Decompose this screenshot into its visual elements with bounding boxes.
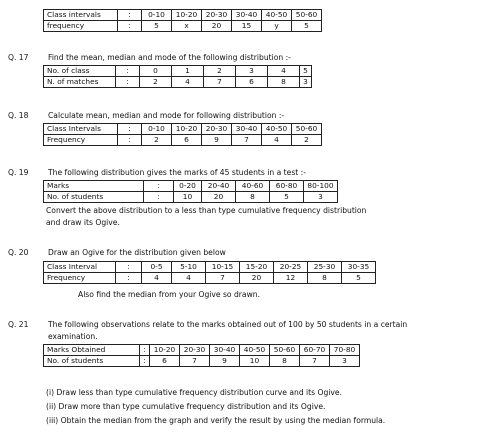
table-cell: 20 xyxy=(202,192,236,203)
row-colon: : xyxy=(118,135,142,146)
row-label: Frequency xyxy=(44,273,116,284)
table-cell: 1 xyxy=(172,66,204,77)
table-cell: 30-35 xyxy=(342,262,376,273)
table-cell: 0 xyxy=(140,66,172,77)
table-cell: 2 xyxy=(204,66,236,77)
table-row xyxy=(44,10,322,21)
question-20-instruction: Also find the median from your Ogive so drawn. xyxy=(78,290,261,299)
row-label: No. of students xyxy=(44,192,144,203)
table-q18 xyxy=(43,123,322,146)
row-label: Marks xyxy=(44,181,144,192)
table-cell: 4 xyxy=(172,77,204,88)
row-label: Class Interval xyxy=(44,262,116,273)
table-row xyxy=(44,273,376,284)
table-row xyxy=(44,262,376,273)
question-21-item-3: (iii) Obtain the median from the graph and verify the result by using the median formula. xyxy=(46,416,386,425)
table-cell: 10-15 xyxy=(206,262,240,273)
table-row xyxy=(44,345,360,356)
table-cell: 50-60 xyxy=(292,10,322,21)
table-cell: 50-60 xyxy=(292,124,322,135)
table-q20 xyxy=(43,261,376,284)
table-cell: 20-40 xyxy=(202,181,236,192)
table-cell: 20-30 xyxy=(202,124,232,135)
table-cell: 0-10 xyxy=(142,10,172,21)
table-cell: 5 xyxy=(342,273,376,284)
table-cell: 20-30 xyxy=(180,345,210,356)
row-colon: : xyxy=(144,192,174,203)
table-cell: 60-70 xyxy=(300,345,330,356)
row-colon: : xyxy=(116,77,140,88)
row-colon: : xyxy=(144,181,174,192)
question-21-text-continued: examination. xyxy=(48,332,98,341)
table-cell: 2 xyxy=(140,77,172,88)
table-q19 xyxy=(43,180,338,203)
table-cell: 12 xyxy=(274,273,308,284)
table-cell: 5 xyxy=(300,66,312,77)
table-cell: 4 xyxy=(262,135,292,146)
table-cell: 7 xyxy=(180,356,210,367)
table-cell: 15 xyxy=(232,21,262,32)
row-colon: : xyxy=(118,124,142,135)
row-label: Marks Obtained xyxy=(44,345,140,356)
table-cell: x xyxy=(172,21,202,32)
table-cell: 40-50 xyxy=(262,124,292,135)
table-q17 xyxy=(43,65,312,88)
table-cell: 3 xyxy=(304,192,338,203)
row-label: N. of matches xyxy=(44,77,116,88)
table-cell: 5-10 xyxy=(172,262,206,273)
table-cell: 7 xyxy=(204,77,236,88)
row-label: No. of class xyxy=(44,66,116,77)
table-cell: 80-100 xyxy=(304,181,338,192)
row-colon: : xyxy=(116,262,142,273)
table-cell: 8 xyxy=(308,273,342,284)
table-cell: 2 xyxy=(292,135,322,146)
table-cell: 10-20 xyxy=(172,10,202,21)
table-cell: 25-30 xyxy=(308,262,342,273)
table-cell: 15-20 xyxy=(240,262,274,273)
table-cell: 20 xyxy=(202,21,232,32)
table-cell: 6 xyxy=(236,77,268,88)
question-21-item-2: (ii) Draw more than type cumulative frequency distribution and its Ogive. xyxy=(46,402,326,411)
question-text: The following distribution gives the marks of 45 students in a test :- xyxy=(48,168,306,177)
table-cell: 5 xyxy=(292,21,322,32)
table-cell: y xyxy=(262,21,292,32)
table-cell: 7 xyxy=(232,135,262,146)
table-cell: 10 xyxy=(174,192,202,203)
row-colon: : xyxy=(116,66,140,77)
table-row xyxy=(44,21,322,32)
table-cell: 40-50 xyxy=(262,10,292,21)
table-cell: 5 xyxy=(270,192,304,203)
table-row xyxy=(44,192,338,203)
question-19-instruction-2: and draw its Ogive. xyxy=(46,218,120,227)
table-cell: 10-20 xyxy=(150,345,180,356)
table-cell: 0-5 xyxy=(142,262,172,273)
table-cell: 40-60 xyxy=(236,181,270,192)
table-cell: 20-25 xyxy=(274,262,308,273)
question-number: Q. 18 xyxy=(8,111,29,120)
question-text: Draw an Ogive for the distribution given below xyxy=(48,248,226,257)
table-cell: 7 xyxy=(206,273,240,284)
question-text: Calculate mean, median and mode for following distribution :- xyxy=(48,111,285,120)
table-cell: 20-30 xyxy=(202,10,232,21)
table-cell: 2 xyxy=(142,135,172,146)
question-19-instruction-1: Convert the above distribution to a less than type cumulative frequency distribution xyxy=(46,206,367,215)
table-row xyxy=(44,181,338,192)
table-cell: 3 xyxy=(300,77,312,88)
table-q21 xyxy=(43,344,360,367)
table-cell: 60-80 xyxy=(270,181,304,192)
table-cell: 30-40 xyxy=(232,10,262,21)
table-row xyxy=(44,356,360,367)
table-cell: 0-20 xyxy=(174,181,202,192)
question-text: Find the mean, median and mode of the following distribution :- xyxy=(48,53,291,62)
table-cell: 30-40 xyxy=(232,124,262,135)
table-cell: 3 xyxy=(330,356,360,367)
table-cell: 4 xyxy=(268,66,300,77)
table-cell: 8 xyxy=(236,192,270,203)
table-cell: 4 xyxy=(172,273,206,284)
table-cell: 10 xyxy=(240,356,270,367)
table-cell: 6 xyxy=(172,135,202,146)
question-number: Q. 21 xyxy=(8,320,29,329)
row-colon: : xyxy=(140,345,150,356)
question-21-item-1: (i) Draw less than type cumulative frequency distribution curve and its Ogive. xyxy=(46,388,343,397)
row-colon: : xyxy=(118,21,142,32)
table-row xyxy=(44,66,312,77)
table-cell: 50-60 xyxy=(270,345,300,356)
table-cell: 20 xyxy=(240,273,274,284)
table-cell: 30-40 xyxy=(210,345,240,356)
row-colon: : xyxy=(116,273,142,284)
question-text: The following observations relate to the marks obtained out of 100 by 50 students in a certain xyxy=(48,320,408,329)
row-label: Class Intervals xyxy=(44,124,118,135)
table-cell: 70-80 xyxy=(330,345,360,356)
row-colon: : xyxy=(118,10,142,21)
table-row xyxy=(44,124,322,135)
table-cell: 8 xyxy=(270,356,300,367)
row-label: Class intervals xyxy=(44,10,118,21)
row-label: frequency xyxy=(44,21,118,32)
table-q16 xyxy=(43,9,322,32)
row-label: Frequency xyxy=(44,135,118,146)
table-row xyxy=(44,77,312,88)
table-cell: 0-10 xyxy=(142,124,172,135)
table-cell: 8 xyxy=(268,77,300,88)
table-cell: 7 xyxy=(300,356,330,367)
table-cell: 9 xyxy=(210,356,240,367)
table-cell: 5 xyxy=(142,21,172,32)
table-cell: 6 xyxy=(150,356,180,367)
row-label: No. of students xyxy=(44,356,140,367)
table-cell: 40-50 xyxy=(240,345,270,356)
table-cell: 4 xyxy=(142,273,172,284)
question-number: Q. 19 xyxy=(8,168,29,177)
table-cell: 10-20 xyxy=(172,124,202,135)
table-row xyxy=(44,135,322,146)
table-cell: 3 xyxy=(236,66,268,77)
question-number: Q. 20 xyxy=(8,248,29,257)
row-colon: : xyxy=(140,356,150,367)
question-number: Q. 17 xyxy=(8,53,29,62)
table-cell: 9 xyxy=(202,135,232,146)
